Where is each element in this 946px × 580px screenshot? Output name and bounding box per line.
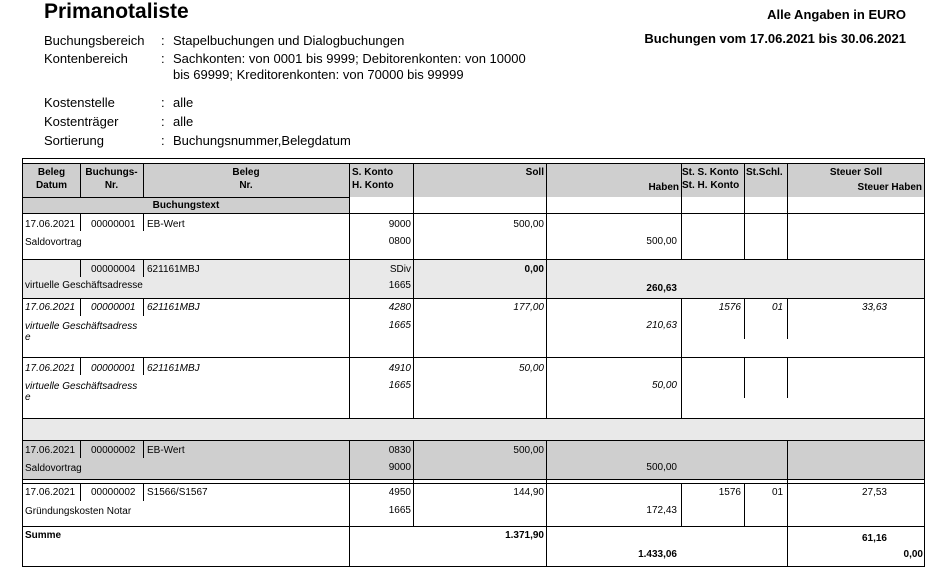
table-cell: 00000001 — [91, 363, 136, 374]
rule — [413, 214, 414, 418]
table-cell: 621161MBJ — [147, 363, 200, 374]
param-colon: : — [161, 114, 165, 129]
col-header-beleg-datum: Beleg Datum — [35, 167, 68, 191]
rule — [23, 357, 924, 358]
table-cell: 1665 — [388, 280, 411, 291]
param-value: alle — [173, 114, 194, 129]
rule — [787, 214, 788, 259]
rule — [80, 358, 81, 375]
table-cell: 00000004 — [91, 264, 136, 275]
rule — [23, 213, 924, 214]
table-cell: 1665 — [388, 320, 411, 331]
rule — [349, 214, 350, 418]
table-cell: 621161MBJ — [147, 302, 200, 313]
col-header-buchungstext: Buchungstext — [152, 200, 220, 211]
table-cell: e — [25, 332, 31, 343]
rule — [23, 526, 924, 527]
table-cell: EB-Wert — [147, 445, 185, 456]
table-cell: 177,00 — [513, 302, 544, 313]
table-cell: 50,00 — [518, 363, 544, 374]
rule — [681, 484, 682, 526]
table-cell: 17.06.2021 — [25, 445, 76, 456]
table-cell: virtuelle Geschäftsadress — [25, 381, 138, 392]
rule — [23, 440, 924, 441]
table-cell: 17.06.2021 — [25, 487, 76, 498]
table-cell: 17.06.2021 — [25, 219, 76, 230]
col-header-beleg-nr: Beleg Nr. — [232, 167, 260, 191]
param-key: Kontenbereich — [44, 51, 128, 66]
table-cell: 27,53 — [861, 487, 887, 498]
rule — [744, 358, 745, 398]
param-value-line2: bis 69999; Kreditorenkonten: von 70000 bis 99999 — [173, 67, 464, 82]
param-colon: : — [161, 95, 165, 110]
table-cell: 260,63 — [646, 283, 677, 294]
rule — [143, 260, 144, 277]
col-header-steuer-soll: Steuer Soll — [829, 167, 883, 178]
table-cell: 1665 — [388, 505, 411, 516]
rule — [23, 483, 924, 484]
param-colon: : — [161, 33, 165, 48]
table-cell: S1566/S1567 — [147, 487, 208, 498]
table-cell: 144,90 — [513, 487, 544, 498]
rule — [143, 441, 144, 458]
rule — [681, 299, 682, 418]
page-title: Primanotaliste — [44, 0, 189, 23]
table-cell: 1576 — [718, 487, 741, 498]
param-colon: : — [161, 51, 165, 66]
param-key: Kostenträger — [44, 114, 119, 129]
param-colon: : — [161, 133, 165, 148]
col-header-st-schl: St.Schl. — [746, 167, 783, 178]
table-cell: 01 — [772, 487, 784, 498]
table-cell: EB-Wert — [147, 219, 185, 230]
separator-band — [23, 418, 924, 440]
table-cell: virtuelle Geschäftsadress — [25, 321, 138, 332]
summe-haben: 1.433,06 — [638, 549, 677, 560]
rule — [80, 441, 81, 458]
table-cell: 4280 — [388, 302, 411, 313]
table-cell: 01 — [772, 302, 784, 313]
param-value: alle — [173, 95, 194, 110]
param-key: Kostenstelle — [44, 95, 115, 110]
table-cell: 00000002 — [91, 445, 136, 456]
table-cell: virtuelle Geschäftsadresse — [25, 280, 143, 291]
table-cell: Gründungskosten Notar — [25, 506, 132, 517]
rule — [23, 418, 924, 419]
col-header-steuer-haben: Steuer Haben — [857, 182, 922, 193]
table-cell: 210,63 — [646, 320, 677, 331]
table-cell: 0,00 — [524, 264, 544, 275]
table-cell: 4910 — [388, 363, 411, 374]
rule — [23, 163, 924, 164]
table-cell: 172,43 — [646, 505, 677, 516]
rule — [80, 260, 81, 277]
table-cell: 00000001 — [91, 219, 136, 230]
param-value: Sachkonten: von 0001 bis 9999; Debitorenkonten: von 10000 — [173, 51, 526, 66]
rule — [787, 358, 788, 398]
rule — [80, 214, 81, 231]
table-cell: Saldovortrag — [25, 237, 82, 248]
table-cell: 0800 — [388, 236, 411, 247]
table-cell: 9000 — [388, 219, 411, 230]
rule — [744, 214, 745, 259]
rule — [744, 299, 745, 339]
table-cell: 0830 — [388, 445, 411, 456]
col-header-konto: S. Konto H. Konto — [352, 167, 394, 191]
rule — [80, 299, 81, 316]
col-header-st-konto: St. S. Konto St. H. Konto — [682, 167, 740, 191]
col-header-buchungs-nr: Buchungs- Nr. — [85, 167, 138, 191]
rule — [143, 484, 144, 501]
rule — [413, 441, 414, 526]
journal-table — [22, 158, 925, 567]
table-cell: 500,00 — [513, 219, 544, 230]
rule — [23, 197, 349, 198]
rule — [349, 441, 350, 567]
rule — [681, 214, 682, 259]
rule — [143, 358, 144, 375]
table-cell: 00000001 — [91, 302, 136, 313]
summe-steuer-soll: 61,16 — [861, 533, 887, 544]
currency-note: Alle Angaben in EURO — [767, 7, 906, 22]
rule — [787, 441, 788, 567]
param-key: Buchungsbereich — [44, 33, 145, 48]
summe-label: Summe — [25, 530, 62, 541]
table-cell: 621161MBJ — [147, 264, 200, 275]
table-cell: SDiv — [389, 264, 411, 275]
period-range: Buchungen vom 17.06.2021 bis 30.06.2021 — [644, 31, 906, 46]
rule — [23, 259, 924, 260]
table-cell: 1576 — [718, 302, 741, 313]
col-header-soll: Soll — [525, 167, 544, 178]
summe-steuer-haben: 0,00 — [903, 549, 923, 560]
table-cell: 17.06.2021 — [25, 302, 76, 313]
table-cell: 1665 — [388, 380, 411, 391]
rule — [143, 299, 144, 316]
table-cell: 500,00 — [646, 462, 677, 473]
rule — [787, 299, 788, 339]
rule — [744, 484, 745, 526]
rule — [143, 214, 144, 231]
param-value: Buchungsnummer,Belegdatum — [173, 133, 351, 148]
rule — [23, 298, 924, 299]
table-cell: 500,00 — [513, 445, 544, 456]
rule — [546, 441, 547, 567]
param-key: Sortierung — [44, 133, 104, 148]
table-cell: 00000002 — [91, 487, 136, 498]
table-cell: 33,63 — [861, 302, 887, 313]
rule — [23, 479, 924, 480]
param-value: Stapelbuchungen und Dialogbuchungen — [173, 33, 405, 48]
col-header-haben: Haben — [648, 182, 679, 193]
rule — [349, 164, 350, 213]
table-cell: 50,00 — [651, 380, 677, 391]
table-cell: Saldovortrag — [25, 463, 82, 474]
table-cell: e — [25, 392, 31, 403]
table-cell: 4950 — [388, 487, 411, 498]
summe-soll: 1.371,90 — [505, 530, 544, 541]
table-cell: 500,00 — [646, 236, 677, 247]
table-cell: 9000 — [388, 462, 411, 473]
rule — [546, 214, 547, 418]
table-cell: 17.06.2021 — [25, 363, 76, 374]
rule — [80, 484, 81, 501]
